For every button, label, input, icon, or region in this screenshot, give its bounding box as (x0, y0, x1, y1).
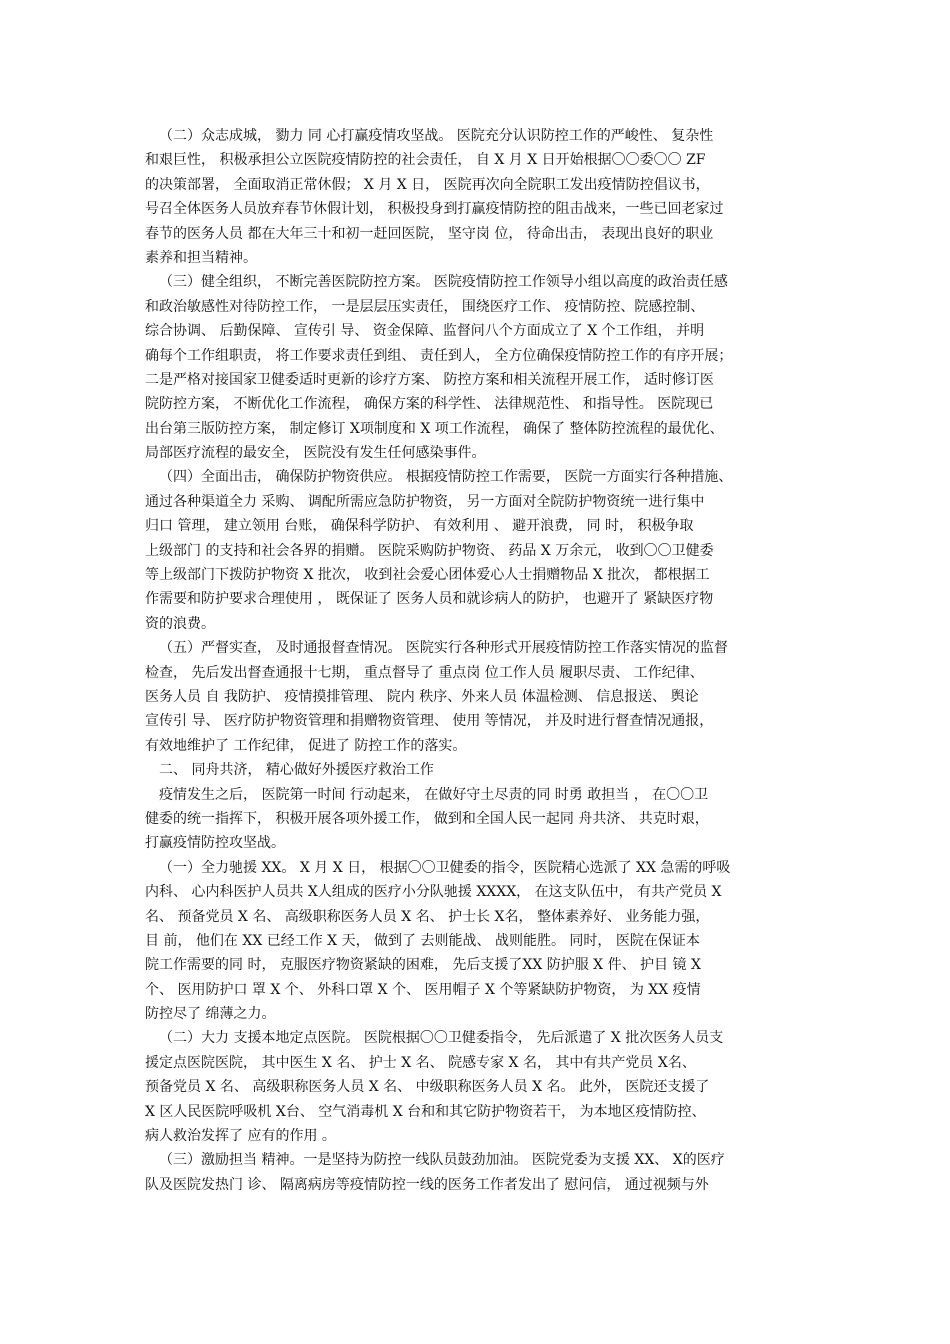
text-line: （二）大力 支援本地定点医院。 医院根据〇〇卫健委指令， 先后派遣了 X 批次医务人员支 (159, 1030, 724, 1047)
paragraph-p3 (145, 465, 815, 636)
text-line: 援定点医院医院， 其中医生 X 名、 护士 X 名、 院感专家 X 名， 其中有共产党员 X名、 (145, 1054, 696, 1071)
paragraph-p4 (145, 636, 815, 758)
paragraph-p1 (145, 124, 815, 270)
paragraph-p5 (145, 758, 815, 782)
text-line: 和艰巨性， 积极承担公立医院疫情防控的社会责任， 自 X 月 X 日开始根据〇〇委〇〇 ZF (145, 152, 706, 169)
text-line: 确每个工作组职责， 将工作要求责任到组、 责任到人， 全方位确保疫情防控工作的有序开展； (145, 347, 733, 364)
text-line: 防控尽了 绵薄之力。 (145, 1006, 276, 1023)
text-line: 宣传引 导、 医疗防护物资管理和捐赠物资管理、 使用 等情况， 并及时进行督查情况通报， (145, 713, 714, 730)
text-line: 作需要和防护要求合理使用 ， 既保证了 医务人员和就诊病人的防护， 也避开了 紧缺医疗物 (145, 591, 714, 608)
text-line: （二）众志成城， 勠力 同 心打赢疫情攻坚战。 医院充分认识防控工作的严峻性、 复杂性 (159, 128, 714, 144)
text-line: 健委的统一指挥下， 积极开展各项外援工作， 做到和全国人民一起同 舟共济、 共克时艰， (145, 810, 709, 827)
text-line: 队及医院发热门 诊、 隔离病房等疫情防控一线的医务工作者发出了 慰问信， 通过视频与外 (145, 1176, 709, 1193)
text-line: 有效地维护了 工作纪律， 促进了 防控工作的落实。 (145, 737, 467, 754)
text-line: 二、 同舟共济， 精心做好外援医疗救治工作 (159, 762, 434, 779)
text-line: 综合协调、 后勤保障、 宣传引 导、 资金保障、监督问八个方面成立了 X 个工作组， 并明 (145, 323, 705, 340)
paragraph-p6 (145, 783, 815, 856)
text-line: 内科、 心内科医护人员共 X人组成的医疗小分队驰援 XXXX， 在这支队伍中， 有共产党员 X (145, 884, 722, 901)
text-line: 等上级部门下拨防护物资 X 批次， 收到社会爱心团体爱心人士捐赠物品 X 批次， 都根据工 (145, 567, 710, 584)
text-line: 通过各种渠道全力 采购、 调配所需应急防护物资， 另一方面对全院防护物资统一进行集中 (145, 493, 705, 510)
text-line: 素养和担当精神。 (145, 249, 257, 266)
text-line: 目 前， 他们在 XX 已经工作 X 天， 做到了 去则能战、 战则能胜。 同时， 医院在保证本 (145, 932, 700, 949)
text-line: 上级部门 的支持和社会各界的捐赠。 医院采购防护物资、 药品 X 万余元， 收到〇〇卫健委 (145, 542, 714, 559)
text-line: 院工作需要的同 时， 克服医疗物资紧缺的困难， 先后支援了XX 防护服 X 件、 护目 镜 X (145, 957, 701, 974)
paragraph-p2 (145, 270, 815, 465)
text-line: 打赢疫情防控攻坚战。 (145, 835, 285, 852)
document-page (145, 124, 815, 1197)
text-line: 局部医疗流程的最安全， 医院没有发生任何感染事件。 (145, 445, 486, 462)
text-line: 资的浪费。 (145, 615, 215, 632)
text-line: 和政治敏感性对待防控工作， 一是层层压实责任， 围绕医疗工作、 疫情防控、院感控制、 (145, 298, 705, 315)
paragraph-p7 (145, 856, 815, 1027)
text-line: 二是严格对接国家卫健委适时更新的诊疗方案、 防控方案和相关流程开展工作， 适时修订医 (145, 371, 714, 388)
text-line: 名、 预备党员 X 名、 高级职称医务人员 X 名、 护士长 X名， 整体素养好、 业务能力强， (145, 908, 710, 925)
text-line: 号召全体医务人员放弃春节休假计划， 积极投身到打赢疫情防控的阻击战来，一些已回老家过 (145, 201, 724, 218)
text-line: 出台第三版防控方案， 制定修订 X项制度和 X 项工作流程， 确保了 整体防控流程的最优化、 (145, 420, 724, 437)
paragraph-p8 (145, 1026, 815, 1148)
text-line: 病人救治发挥了 应有的作用 。 (145, 1128, 336, 1145)
text-line: （五）严督实查， 及时通报督查情况。 医院实行各种形式开展疫情防控工作落实情况的监督 (159, 640, 728, 657)
text-line: X 区人民医院呼吸机 X台、 空气消毒机 X 台和和其它防护物资若干， 为本地区疫情防控、 (145, 1103, 706, 1120)
text-line: （四）全面出击， 确保防护物资供应。 根据疫情防控工作需要， 医院一方面实行各种措施、 (159, 469, 733, 486)
text-line: 春节的医务人员 都在大年三十和初一赶回医院， 坚守岗 位， 待命出击， 表现出良好的职业 (145, 225, 714, 242)
text-line: 个、 医用防护口 罩 X 个、 外科口罩 X 个、 医用帽子 X 个等紧缺防护物资， 为 XX 疫情 (145, 981, 701, 998)
text-line: 预备党员 X 名、 高级职称医务人员 X 名、 中级职称医务人员 X 名。 此外， 医院还支援了 (145, 1079, 710, 1096)
text-line: 归口 管理， 建立领用 台账， 确保科学防护、 有效利用 、 避开浪费， 同 时， 积极争取 (145, 518, 694, 535)
text-line: 检查， 先后发出督查通报十七期， 重点督导了 重点岗 位工作人员 履职尽责、 工作纪律、 (145, 664, 704, 681)
text-line: （一）全力驰援 XX。 X 月 X 日， 根据〇〇卫健委的指令，医院精心选派了 XX 急需的呼吸 (159, 859, 731, 876)
text-line: 疫情发生之后， 医院第一时间 行动起来， 在做好守土尽责的同 时勇 敢担当 ， 在〇〇卫 (159, 786, 709, 803)
text-line: 的决策部署， 全面取消正常休假； X 月 X 日， 医院再次向全院职工发出疫情防控倡议书， (145, 176, 710, 193)
text-line: （三）激励担当 精神。一是坚持为防控一线队员鼓劲加油。 医院党委为支援 XX、 X的医疗 (159, 1152, 725, 1169)
paragraph-p9 (145, 1148, 815, 1197)
text-line: （三）健全组织， 不断完善医院防控方案。 医院疫情防控工作领导小组以高度的政治责任感 (159, 274, 728, 291)
text-line: 医务人员 自 我防护、 疫情摸排管理、 院内 秩序、外来人员 体温检测、 信息报送、 舆论 (145, 688, 699, 705)
text-line: 院防控方案， 不断优化工作流程， 确保方案的科学性、 法律规范性、 和指导性。 医院现已 (145, 396, 714, 413)
